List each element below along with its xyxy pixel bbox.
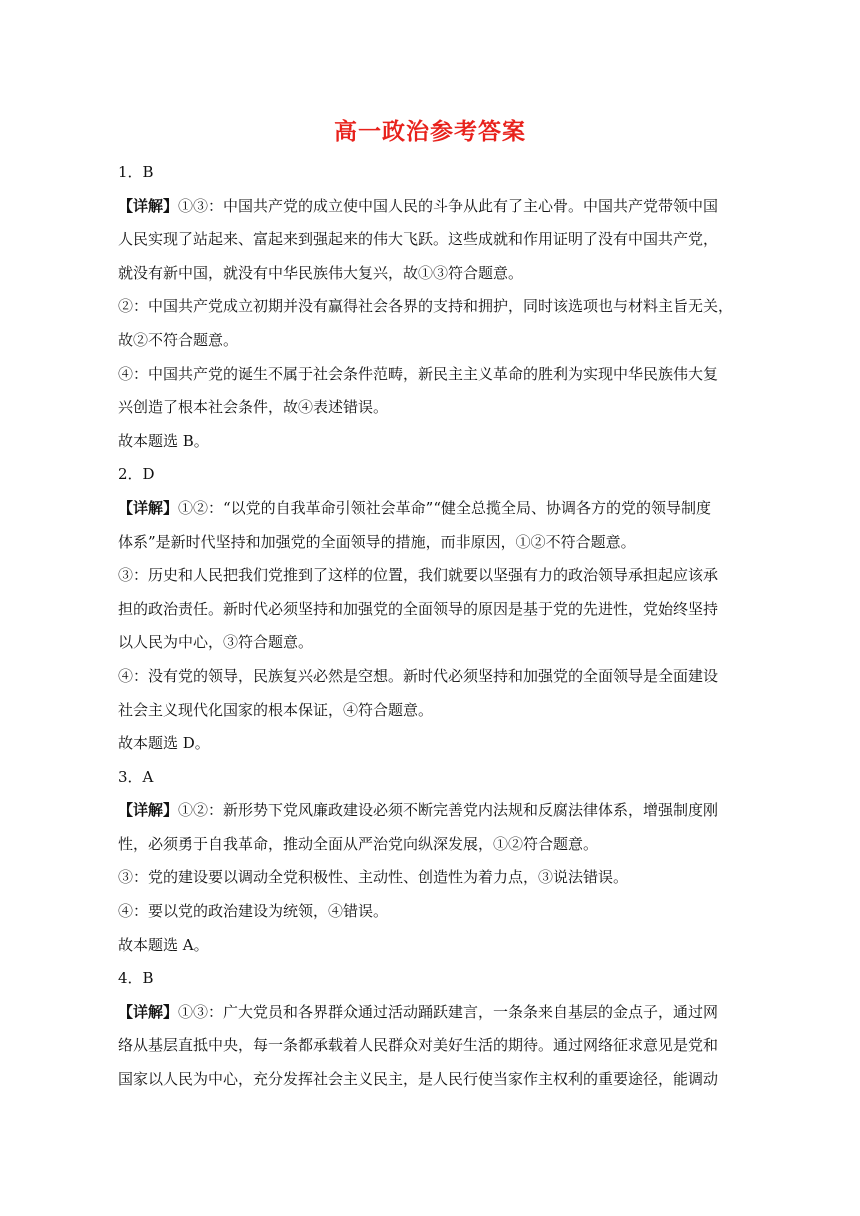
question-3-text: ①②：新形势下党风廉政建设必须不断完善党内法规和反腐法律体系，增强制度刚 [178, 801, 719, 820]
question-1-number: 1．B [118, 163, 154, 181]
question-1-line-6: ④：中国共产党的诞生不属于社会条件范畴，新民主主义革命的胜利为实现中华民族伟大复 [118, 364, 719, 383]
question-2-line-2: 体系”是新时代坚持和加强党的全面领导的措施，而非原因，①②不符合题意。 [118, 532, 636, 551]
question-4-line-2: 络从基层直抵中央，每一条都承载着人民群众对美好生活的期待。通过网络征求意见是党和 [118, 1036, 719, 1055]
question-4-text: ①③：广大党员和各界群众通过活动踊跃建言，一条条来自基层的金点子，通过网 [178, 1002, 719, 1021]
question-4-line-1 [118, 996, 743, 1030]
question-1-line-3: 就没有新中国，就没有中华民族伟大复兴，故①③符合题意。 [118, 263, 524, 282]
question-2-conclusion: 故本题选 D。 [118, 734, 210, 753]
question-2-line-7: 社会主义现代化国家的根本保证，④符合题意。 [118, 700, 434, 719]
question-2-number: 2．D [118, 465, 155, 484]
question-2-line-4: 担的政治责任。新时代必须坚持和加强党的全面领导的原因是基于党的先进性，党始终坚持 [118, 599, 719, 618]
question-4-number: 4．B [118, 969, 154, 988]
question-3-line-1 [118, 794, 743, 828]
question-3-conclusion: 故本题选 A。 [118, 935, 209, 954]
question-4-line-3: 国家以人民为中心，充分发挥社会主义民主，是人民行使当家作主权利的重要途径，能调动 [118, 1070, 719, 1089]
detail-tag: 【详解】 [118, 801, 179, 820]
question-2-line-6: ④：没有党的领导，民族复兴必然是空想。新时代必须坚持和加强党的全面领导是全面建设 [118, 666, 719, 685]
question-3-line-3: ③：党的建设要以调动全党积极性、主动性、创造性为着力点，③说法错误。 [118, 868, 629, 887]
answer-body [118, 156, 743, 1097]
detail-tag: 【详解】 [118, 1002, 179, 1021]
detail-tag: 【详解】 [118, 196, 179, 215]
question-3-line-2: 性，必须勇于自我革命，推动全面从严治党向纵深发展，①②符合题意。 [118, 834, 599, 853]
question-2-line-1 [118, 492, 743, 526]
question-2-line-5: 以人民为中心，③符合题意。 [118, 633, 314, 652]
question-1-line-1 [118, 190, 743, 224]
question-3-line-4: ④：要以党的政治建设为统领，④错误。 [118, 902, 389, 921]
detail-tag: 【详解】 [118, 498, 179, 517]
question-1-text: ①③：中国共产党的成立使中国人民的斗争从此有了主心骨。中国共产党带领中国 [178, 196, 719, 215]
question-1-line-5: 故②不符合题意。 [118, 330, 239, 349]
question-1-line-2: 人民实现了站起来、富起来到强起来的伟大飞跃。这些成就和作用证明了没有中国共产党， [118, 230, 719, 249]
document-title: 高一政治参考答案 [334, 119, 526, 145]
question-3-number: 3．A [118, 767, 154, 786]
question-1-line-7: 兴创造了根本社会条件，故④表述错误。 [118, 398, 389, 417]
question-1-line-4: ②：中国共产党成立初期并没有赢得社会各界的支持和拥护，同时该选项也与材料主旨无关， [118, 297, 734, 316]
question-2-text: ①②：“以党的自我革命引领社会革命”“健全总揽全局、协调各方的党的领导制度 [178, 498, 712, 517]
question-1-conclusion: 故本题选 B。 [118, 431, 209, 450]
question-2-line-3: ③：历史和人民把我们党推到了这样的位置，我们就要以坚强有力的政治领导承担起应该承 [118, 566, 719, 585]
